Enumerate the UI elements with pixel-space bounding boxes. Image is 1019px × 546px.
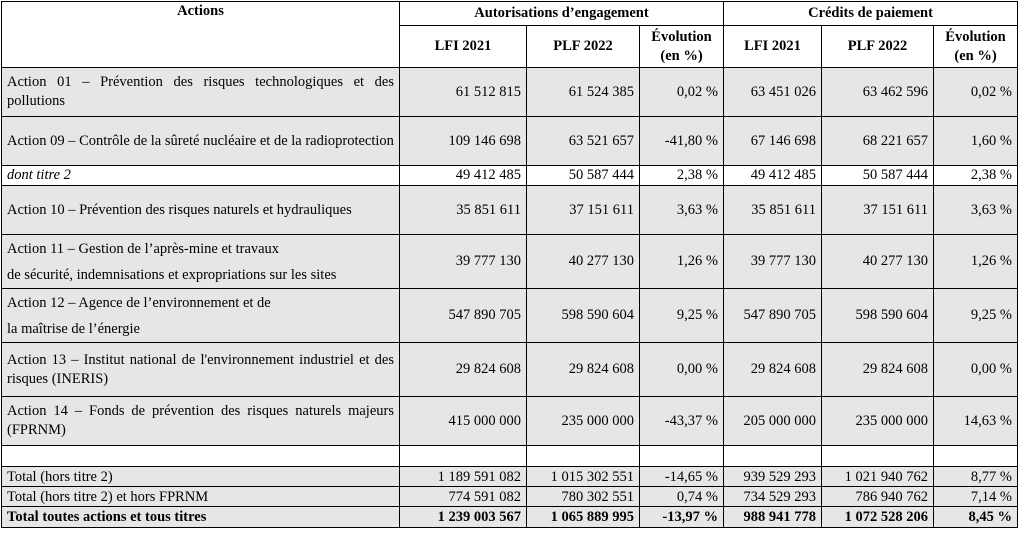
table-row bbox=[2, 68, 1018, 117]
ae-plf-cell: 1 065 889 995 bbox=[527, 507, 640, 528]
ae-lfi-header: LFI 2021 bbox=[400, 26, 527, 68]
ae-evolution-header bbox=[640, 26, 724, 68]
ae-evo-cell: 0,74 % bbox=[640, 487, 724, 507]
spacer-cell bbox=[724, 446, 822, 467]
ae-evo-cell: -43,37 % bbox=[640, 397, 724, 446]
ae-group-header: Autorisations d’engagement bbox=[400, 2, 724, 26]
ae-lfi-cell: 547 890 705 bbox=[400, 289, 527, 343]
cp-plf-cell: 29 824 608 bbox=[822, 343, 934, 397]
cp-evo-cell: 2,38 % bbox=[934, 166, 1018, 186]
ae-evolution-line1: Évolution bbox=[651, 28, 712, 45]
row-label: Total (hors titre 2) et hors FPRNM bbox=[2, 487, 400, 507]
cp-lfi-header: LFI 2021 bbox=[724, 26, 822, 68]
cp-plf-header: PLF 2022 bbox=[822, 26, 934, 68]
cp-plf-cell: 1 072 528 206 bbox=[822, 507, 934, 528]
ae-evo-cell: 3,63 % bbox=[640, 186, 724, 235]
total-row bbox=[2, 487, 1018, 507]
spacer-cell bbox=[640, 446, 724, 467]
ae-lfi-cell: 774 591 082 bbox=[400, 487, 527, 507]
row-label bbox=[2, 289, 400, 343]
row-label: Total toutes actions et tous titres bbox=[2, 507, 400, 528]
cp-evo-cell: 8,77 % bbox=[934, 467, 1018, 487]
cp-lfi-cell: 734 529 293 bbox=[724, 487, 822, 507]
cp-plf-cell: 598 590 604 bbox=[822, 289, 934, 343]
cp-lfi-cell: 205 000 000 bbox=[724, 397, 822, 446]
spacer-cell bbox=[2, 446, 400, 467]
spacer-cell bbox=[822, 446, 934, 467]
actions-header: Actions bbox=[2, 2, 400, 68]
cp-plf-cell: 1 021 940 762 bbox=[822, 467, 934, 487]
row-label: Action 13 – Institut national de l'environnement industriel et des risques (INERIS) bbox=[2, 343, 400, 397]
cp-plf-cell: 40 277 130 bbox=[822, 235, 934, 289]
ae-evo-cell: 2,38 % bbox=[640, 166, 724, 186]
cp-lfi-cell: 49 412 485 bbox=[724, 166, 822, 186]
cp-lfi-cell: 988 941 778 bbox=[724, 507, 822, 528]
ae-plf-cell: 37 151 611 bbox=[527, 186, 640, 235]
cp-evo-cell: 9,25 % bbox=[934, 289, 1018, 343]
ae-plf-cell: 235 000 000 bbox=[527, 397, 640, 446]
header-row-groups bbox=[2, 2, 1018, 26]
spacer-cell bbox=[527, 446, 640, 467]
ae-evo-cell: 9,25 % bbox=[640, 289, 724, 343]
cp-lfi-cell: 547 890 705 bbox=[724, 289, 822, 343]
ae-evo-cell: 0,00 % bbox=[640, 343, 724, 397]
table-row bbox=[2, 235, 1018, 289]
row-label: Action 01 – Prévention des risques technologiques et des pollutions bbox=[2, 68, 400, 117]
cp-evolution-line1: Évolution bbox=[945, 28, 1006, 45]
ae-plf-cell: 1 015 302 551 bbox=[527, 467, 640, 487]
spacer-row bbox=[2, 446, 1018, 467]
ae-lfi-cell: 49 412 485 bbox=[400, 166, 527, 186]
ae-plf-cell: 61 524 385 bbox=[527, 68, 640, 117]
cp-evolution-line2: (en %) bbox=[954, 47, 997, 64]
ae-plf-cell: 780 302 551 bbox=[527, 487, 640, 507]
ae-lfi-cell: 61 512 815 bbox=[400, 68, 527, 117]
ae-evo-cell: 0,02 % bbox=[640, 68, 724, 117]
cp-lfi-cell: 67 146 698 bbox=[724, 117, 822, 166]
row-label: Action 14 – Fonds de prévention des risques naturels majeurs (FPRNM) bbox=[2, 397, 400, 446]
cp-evo-cell: 14,63 % bbox=[934, 397, 1018, 446]
grand-total-row bbox=[2, 507, 1018, 528]
ae-evo-cell: 1,26 % bbox=[640, 235, 724, 289]
cp-lfi-cell: 39 777 130 bbox=[724, 235, 822, 289]
row-label-line1: Action 12 – Agence de l’environnement et de bbox=[7, 294, 271, 311]
cp-lfi-cell: 29 824 608 bbox=[724, 343, 822, 397]
row-label: Action 10 – Prévention des risques naturels et hydrauliques bbox=[2, 186, 400, 235]
ae-evo-cell: -14,65 % bbox=[640, 467, 724, 487]
ae-evo-cell: -41,80 % bbox=[640, 117, 724, 166]
ae-evolution-line2: (en %) bbox=[660, 47, 703, 64]
cp-evo-cell: 0,00 % bbox=[934, 343, 1018, 397]
ae-plf-cell: 598 590 604 bbox=[527, 289, 640, 343]
cp-plf-cell: 50 587 444 bbox=[822, 166, 934, 186]
cp-lfi-cell: 939 529 293 bbox=[724, 467, 822, 487]
row-label-line1: Action 11 – Gestion de l’après-mine et travaux bbox=[7, 240, 280, 257]
row-label: Action 09 – Contrôle de la sûreté nucléaire et de la radioprotection bbox=[2, 117, 400, 166]
ae-lfi-cell: 29 824 608 bbox=[400, 343, 527, 397]
cp-evolution-header bbox=[934, 26, 1018, 68]
ae-lfi-cell: 109 146 698 bbox=[400, 117, 527, 166]
ae-evo-cell: -13,97 % bbox=[640, 507, 724, 528]
cp-evo-cell: 8,45 % bbox=[934, 507, 1018, 528]
row-label: Total (hors titre 2) bbox=[2, 467, 400, 487]
table-row bbox=[2, 289, 1018, 343]
cp-plf-cell: 786 940 762 bbox=[822, 487, 934, 507]
cp-evo-cell: 1,60 % bbox=[934, 117, 1018, 166]
cp-plf-cell: 37 151 611 bbox=[822, 186, 934, 235]
row-label: dont titre 2 bbox=[2, 166, 400, 186]
cp-evo-cell: 1,26 % bbox=[934, 235, 1018, 289]
table-row bbox=[2, 166, 1018, 186]
total-row bbox=[2, 467, 1018, 487]
row-label-line2: de sécurité, indemnisations et expropriations sur les sites bbox=[7, 266, 337, 283]
ae-lfi-cell: 415 000 000 bbox=[400, 397, 527, 446]
ae-plf-cell: 50 587 444 bbox=[527, 166, 640, 186]
ae-plf-header: PLF 2022 bbox=[527, 26, 640, 68]
table-row bbox=[2, 343, 1018, 397]
spacer-cell bbox=[934, 446, 1018, 467]
cp-lfi-cell: 35 851 611 bbox=[724, 186, 822, 235]
ae-lfi-cell: 35 851 611 bbox=[400, 186, 527, 235]
budget-table bbox=[1, 1, 1018, 528]
cp-group-header: Crédits de paiement bbox=[724, 2, 1018, 26]
row-label-line2: la maîtrise de l’énergie bbox=[7, 320, 140, 337]
ae-lfi-cell: 1 239 003 567 bbox=[400, 507, 527, 528]
cp-evo-cell: 0,02 % bbox=[934, 68, 1018, 117]
cp-plf-cell: 63 462 596 bbox=[822, 68, 934, 117]
table-row bbox=[2, 117, 1018, 166]
table-row bbox=[2, 186, 1018, 235]
cp-plf-cell: 235 000 000 bbox=[822, 397, 934, 446]
cp-evo-cell: 3,63 % bbox=[934, 186, 1018, 235]
spacer-cell bbox=[400, 446, 527, 467]
ae-plf-cell: 29 824 608 bbox=[527, 343, 640, 397]
ae-plf-cell: 63 521 657 bbox=[527, 117, 640, 166]
ae-plf-cell: 40 277 130 bbox=[527, 235, 640, 289]
ae-lfi-cell: 1 189 591 082 bbox=[400, 467, 527, 487]
cp-plf-cell: 68 221 657 bbox=[822, 117, 934, 166]
cp-evo-cell: 7,14 % bbox=[934, 487, 1018, 507]
table-row bbox=[2, 397, 1018, 446]
row-label bbox=[2, 235, 400, 289]
cp-lfi-cell: 63 451 026 bbox=[724, 68, 822, 117]
ae-lfi-cell: 39 777 130 bbox=[400, 235, 527, 289]
